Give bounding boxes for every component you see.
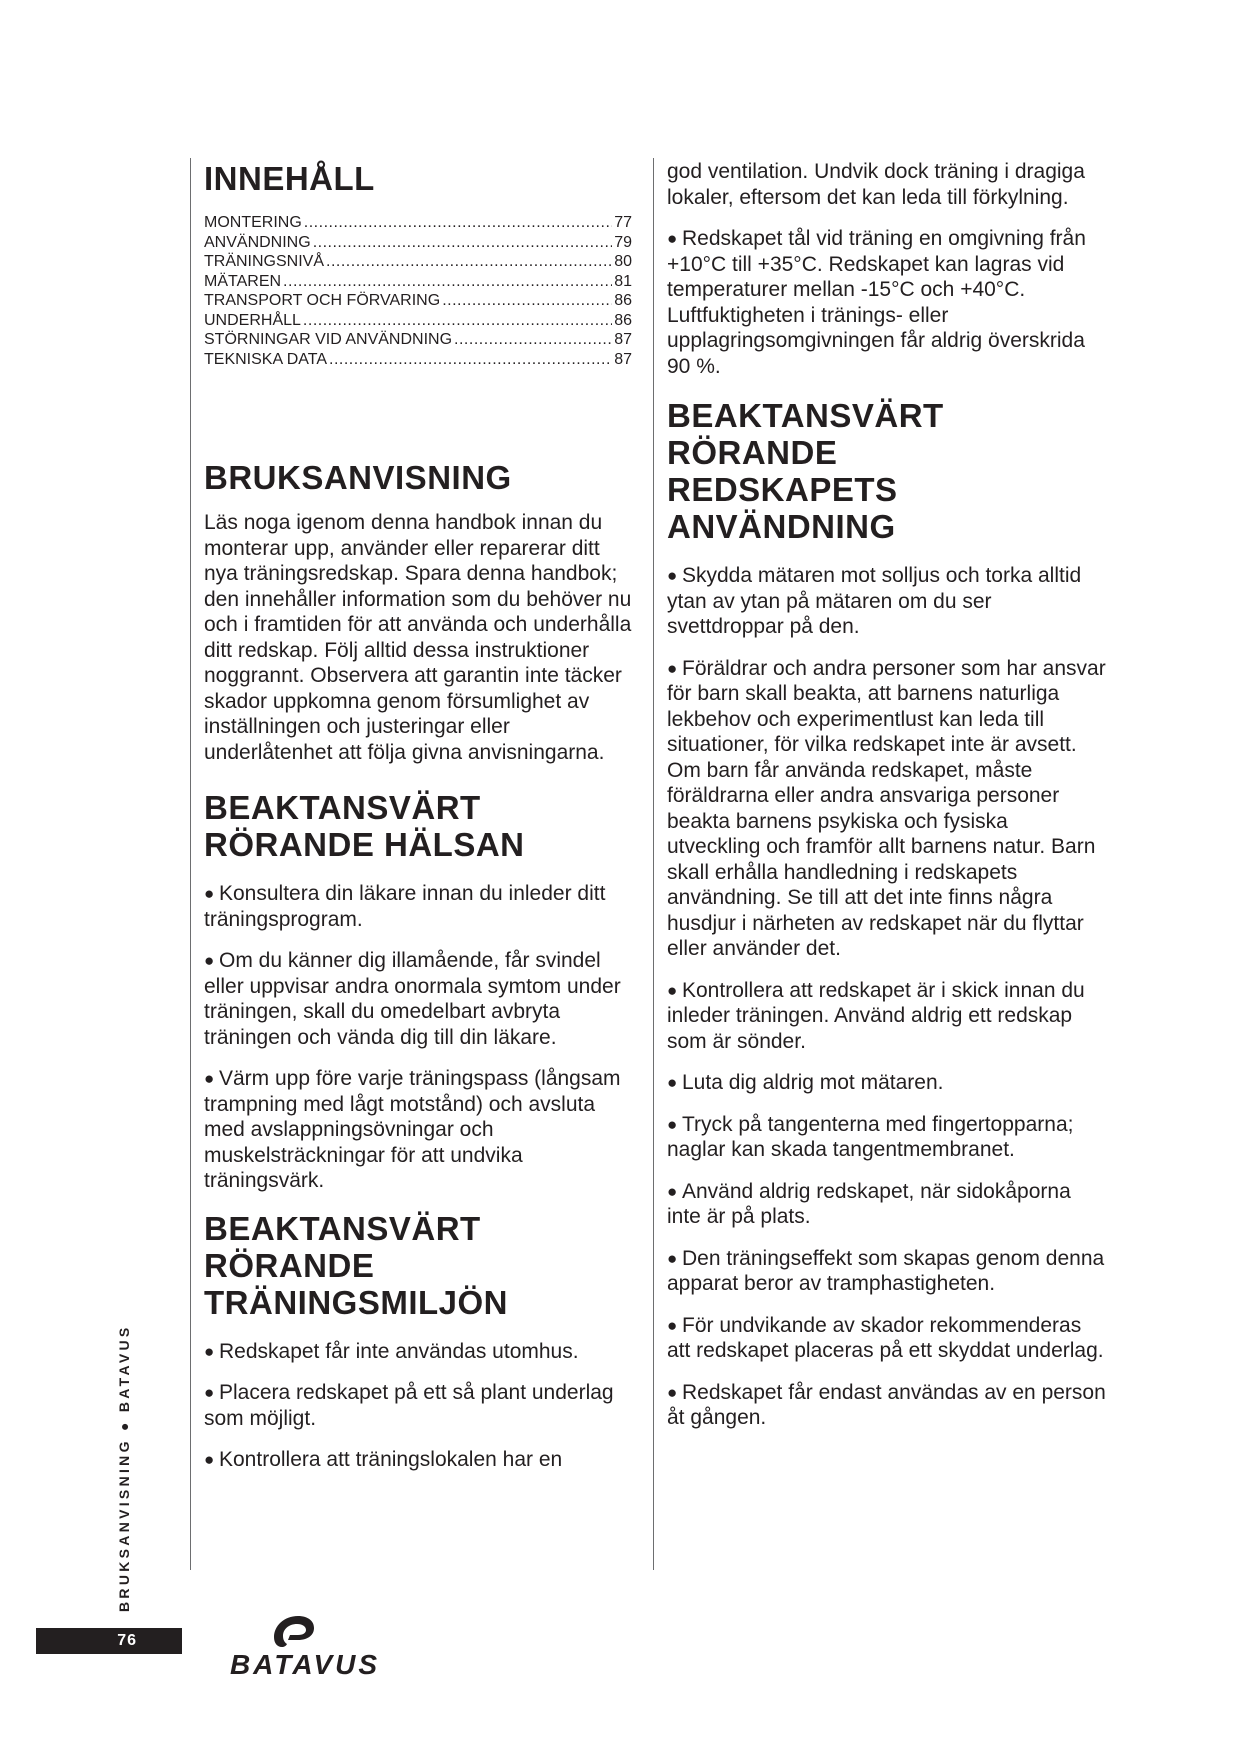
toc-item-label: TRANSPORT OCH FÖRVARING (204, 292, 441, 309)
miljon-heading-line3: TRÄNINGSMILJÖN (204, 1283, 508, 1321)
list-item: ● Kontrollera att redskapet är i skick innan du inleder träningen. Använd aldrig ett redskap som är sönder. (667, 978, 1107, 1055)
toc-item-page: 86 (614, 292, 632, 309)
toc-item-page: 79 (614, 233, 632, 251)
halsan-heading-line2: RÖRANDE HÄLSAN (204, 826, 525, 863)
batavus-logo (200, 1610, 410, 1685)
table-of-contents (204, 213, 632, 369)
anvandning-heading-line3: REDSKAPETS (667, 471, 898, 508)
list-item: ● Kontrollera att träningslokalen har en (204, 1447, 632, 1473)
halsan-heading-line1: BEAKTANSVÄRT (204, 789, 481, 826)
side-label: BRUKSANVISNING ● BATAVUS (116, 1324, 132, 1612)
halsan-heading (204, 789, 632, 863)
toc-item-label: MONTERING (204, 214, 302, 231)
toc-item-page: 81 (614, 272, 632, 290)
toc-item (204, 252, 632, 272)
anvandning-heading-line2: RÖRANDE (667, 434, 838, 471)
toc-item-label: TEKNISKA DATA (204, 350, 327, 368)
toc-item-page: 77 (614, 214, 632, 231)
batavus-logo-icon (200, 1610, 410, 1680)
list-item: ● Placera redskapet på ett så plant underlag som möjligt. (204, 1380, 632, 1431)
anvandning-list (667, 563, 1107, 1431)
list-item: ● Värm upp före varje träningspass (långsam trampning med lågt motstånd) och avsluta med avslappningsövningar och muskelsträckningar för att undvika träningsvärk. (204, 1066, 632, 1194)
toc-item-label: ANVÄNDNING (204, 233, 311, 251)
toc-item (204, 350, 632, 370)
list-item: ● Tryck på tangenterna med fingertopparna; naglar kan skada tangentmembranet. (667, 1112, 1107, 1163)
toc-item-label: TRÄNINGSNIVÅ (204, 253, 325, 270)
bruksanvisning-text: Läs noga igenom denna handbok innan du monterar upp, använder eller reparerar ditt nya träningsredskap. Spara denna handbok; den innehåller information som du behöver nu och i framtiden för att använda och underhålla ditt redskap. Följ alltid dessa instruktioner noggrannt. Observera att garantin inte täcker skador uppkomna genom försumlighet av inställningen och justeringar eller underlåtenhet att följa givna anvisningarna. (204, 511, 632, 764)
left-column (204, 160, 632, 1473)
miljon-continuation: god ventilation. Undvik dock träning i dragiga lokaler, eftersom det kan leda till förkylning. (667, 160, 1085, 209)
toc-title: INNEHÅLL (204, 160, 375, 197)
miljon-heading-line1: BEAKTANSVÄRT (204, 1209, 481, 1247)
miljon-heading-line2: RÖRANDE (204, 1246, 375, 1284)
anvandning-heading-line1: BEAKTANSVÄRT (667, 397, 944, 434)
miljon-heading (204, 1210, 632, 1321)
list-item: ● Redskapet får inte användas utomhus. (204, 1339, 632, 1365)
toc-item (204, 291, 632, 311)
list-item: ● Använd aldrig redskapet, när sidokåporna inte är på plats. (667, 1179, 1107, 1230)
toc-item (204, 330, 632, 350)
toc-item-page: 87 (614, 331, 632, 348)
toc-item (204, 213, 632, 233)
list-item: ● Den träningseffekt som skapas genom denna apparat beror av tramphastigheten. (667, 1246, 1107, 1297)
anvandning-heading-line4: ANVÄNDNING (667, 508, 896, 545)
list-item: ● Redskapet tål vid träning en omgivning från +10°C till +35°C. Redskapet kan lagras vid temperaturer mellan -15°C och +40°C. Luftfuktigheten i tränings- eller upplagringsomgivningen får aldrig överskrida 90 %. (667, 226, 1107, 379)
right-column (667, 160, 1107, 1447)
toc-item-page: 87 (614, 350, 632, 368)
list-item: ● Luta dig aldrig mot mätaren. (667, 1070, 1107, 1096)
anvandning-heading (667, 397, 1107, 545)
bruksanvisning-heading: BRUKSANVISNING (204, 459, 512, 496)
list-item: ● Redskapet får endast användas av en person åt gången. (667, 1380, 1107, 1431)
toc-item-label: STÖRNINGAR VID ANVÄNDNING (204, 331, 453, 348)
left-column-rule (190, 158, 191, 1570)
brand-name: BATAVUS (229, 1649, 381, 1680)
miljon-list-continued (667, 226, 1107, 379)
toc-item-label: MÄTAREN (204, 272, 282, 290)
list-item: ● Om du känner dig illamående, får svindel eller uppvisar andra onormala symtom under träningen, skall du omedelbart avbryta träningen och vända dig till din läkare. (204, 948, 632, 1050)
toc-item (204, 233, 632, 253)
right-column-rule (653, 158, 654, 1570)
toc-item-page: 80 (614, 253, 632, 270)
toc-item-page: 86 (614, 311, 632, 329)
miljon-list (204, 1339, 632, 1473)
toc-item-label: UNDERHÅLL (204, 311, 301, 329)
halsan-list (204, 881, 632, 1194)
toc-item (204, 311, 632, 331)
toc-item (204, 272, 632, 292)
list-item: ● För undvikande av skador rekommenderas att redskapet placeras på ett skyddat underlag. (667, 1313, 1107, 1364)
page-number: 76 (36, 1628, 182, 1654)
list-item: ● Konsultera din läkare innan du inleder ditt träningsprogram. (204, 881, 632, 932)
list-item: ● Skydda mätaren mot solljus och torka alltid ytan av ytan på mätaren om du ser svettdroppar på den. (667, 563, 1107, 640)
list-item: ● Föräldrar och andra personer som har ansvar för barn skall beakta, att barnens naturliga lekbehov och experimentlust kan leda till situationer, för vilka redskapet inte är avsett. Om barn får använda redskapet, måste föräldrarna eller andra ansvariga personer beakta barnens psykiska och fysiska utveckling och framför allt barnens natur. Barn skall erhålla handledning i redskapets användning. Se till att det inte finns några husdjur i närheten av redskapet när du flyttar eller använder det. (667, 656, 1107, 962)
